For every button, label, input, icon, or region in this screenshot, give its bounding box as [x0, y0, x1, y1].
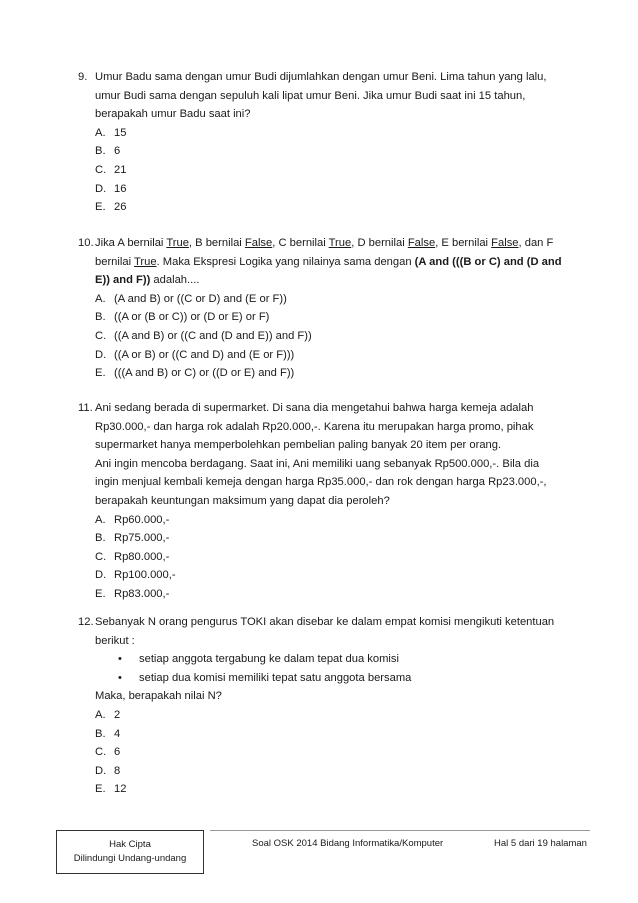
option-b: [78, 308, 590, 327]
option-letter: C.: [95, 163, 107, 176]
option-letter: D.: [95, 348, 107, 361]
option-e: [78, 585, 590, 604]
copyright-box: [56, 830, 204, 874]
question-11: [78, 399, 590, 604]
option-c: [78, 161, 590, 180]
option-d: [78, 566, 590, 585]
option-a: [78, 706, 590, 725]
option-letter: C.: [95, 746, 107, 759]
option-b: [78, 725, 590, 744]
page-number: Hal 5 dari 19 halaman: [494, 838, 587, 849]
question-text: ingin menjual kembali kemeja dengan harga Rp35.000,- dan rok dengan harga Rp23.000,-,: [95, 476, 547, 489]
bullet-text: setiap dua komisi memiliki tepat satu anggota bersama: [139, 671, 412, 684]
option-a: [78, 124, 590, 143]
bullet-icon: •: [118, 671, 122, 684]
option-letter: D.: [95, 182, 107, 195]
question-text: berapakah umur Badu saat ini?: [95, 108, 251, 121]
question-number: 12.: [78, 616, 94, 628]
question-text: supermarket hanya memperbolehkan pembelian paling banyak 20 item per orang.: [95, 439, 502, 452]
question-10: [78, 234, 590, 383]
option-d: [78, 180, 590, 199]
option-text: 2: [114, 708, 121, 721]
value-false: False: [407, 237, 436, 249]
bullet-item: [78, 669, 590, 688]
option-letter: E.: [95, 201, 106, 214]
question-text: umur Budi sama dengan sepuluh kali lipat umur Beni. Jika umur Budi saat ini 15 tahun,: [95, 89, 526, 102]
option-c: [78, 548, 590, 567]
question-number: 11.: [78, 402, 93, 414]
question-text: Maka, berapakah nilai N?: [95, 690, 222, 703]
option-letter: B.: [95, 532, 106, 545]
option-letter: D.: [95, 764, 107, 777]
option-letter: E.: [95, 783, 106, 796]
question-text: berapakah keuntungan maksimum yang dapat dia peroleh?: [95, 494, 390, 507]
value-true: True: [166, 237, 189, 249]
logic-expression: (A and (((B or C) and (D and: [414, 255, 562, 268]
option-letter: C.: [95, 550, 107, 563]
option-text: (A and B) or ((C or D) and (E or F)): [114, 292, 287, 305]
option-text: 6: [114, 145, 121, 158]
question-text: Ani sedang berada di supermarket. Di sana dia mengetahui bahwa harga kemeja adalah: [95, 402, 534, 414]
question-text: Ani ingin mencoba berdagang. Saat ini, Ani memiliki uang sebanyak Rp500.000,-. Bila dia: [95, 457, 540, 470]
option-b: [78, 142, 590, 161]
option-text: 21: [114, 163, 127, 176]
option-text: Rp60.000,-: [114, 513, 170, 526]
question-12: [78, 613, 590, 799]
question-number: 9.: [78, 71, 88, 83]
option-text: 16: [114, 182, 127, 195]
option-text: (((A and B) or C) or ((D or E) and F)): [114, 367, 295, 380]
footer-title: Soal OSK 2014 Bidang Informatika/Komputer: [252, 838, 444, 849]
option-b: [78, 529, 590, 548]
option-text: ((A and B) or ((C and (D and E)) and F)): [114, 329, 312, 342]
option-text: ((A or B) or ((C and D) and (E or F))): [114, 348, 295, 361]
option-e: [78, 198, 590, 217]
option-letter: A.: [95, 708, 106, 721]
copyright-line: Dilindungi Undang-undang: [73, 853, 187, 864]
question-text: Jika A bernilai True, B bernilai False, C bernilai True, D bernilai False, E bernilai False, dan F: [95, 237, 554, 249]
question-number: 10.: [78, 237, 94, 249]
option-d: [78, 346, 590, 365]
footer-divider: [210, 830, 590, 831]
question-text: Umur Badu sama dengan umur Budi dijumlahkan dengan umur Beni. Lima tahun yang lalu,: [95, 71, 547, 83]
option-c: [78, 743, 590, 762]
option-text: 4: [114, 727, 121, 740]
option-e: [78, 364, 590, 383]
copyright-line: Hak Cipta: [109, 839, 151, 850]
option-text: 15: [114, 126, 127, 139]
option-e: [78, 780, 590, 799]
question-text: Rp30.000,- dan harga rok adalah Rp20.000,-. Karena itu merupakan harga promo, pihak: [95, 420, 534, 433]
option-a: [78, 511, 590, 530]
question-9: [78, 68, 590, 217]
option-d: [78, 762, 590, 781]
bullet-icon: •: [118, 653, 122, 666]
question-text: berikut :: [95, 634, 135, 647]
option-text: 12: [114, 783, 127, 796]
option-c: [78, 327, 590, 346]
value-false: False: [244, 237, 273, 249]
question-text: Sebanyak N orang pengurus TOKI akan disebar ke dalam empat komisi mengikuti ketentuan: [95, 616, 555, 628]
option-letter: D.: [95, 569, 107, 582]
option-text: 6: [114, 746, 121, 759]
bullet-item: [78, 650, 590, 669]
option-a: [78, 290, 590, 309]
value-false: False: [491, 237, 519, 249]
option-letter: A.: [95, 126, 106, 139]
value-true: True: [328, 237, 352, 249]
option-letter: E.: [95, 367, 106, 380]
option-letter: B.: [95, 727, 106, 740]
option-letter: C.: [95, 329, 107, 342]
option-letter: E.: [95, 587, 106, 600]
option-letter: B.: [95, 145, 106, 158]
value-true: True: [133, 255, 157, 268]
option-text: 8: [114, 764, 121, 777]
option-text: Rp80.000,-: [114, 550, 170, 563]
question-text: bernilai True. Maka Ekspresi Logika yang nilainya sama dengan (A and (((B or C) and (D and: [95, 255, 562, 268]
option-letter: B.: [95, 311, 106, 324]
option-text: ((A or (B or C)) or (D or E) or F): [114, 311, 270, 324]
question-text: E)) and F)) adalah....: [95, 274, 200, 287]
logic-expression: E)) and F)): [95, 274, 151, 287]
option-letter: A.: [95, 292, 106, 305]
option-text: Rp75.000,-: [114, 532, 170, 545]
option-text: Rp83.000,-: [114, 587, 170, 600]
option-text: 26: [114, 201, 127, 214]
option-text: Rp100.000,-: [114, 569, 176, 582]
bullet-text: setiap anggota tergabung ke dalam tepat dua komisi: [139, 653, 399, 666]
option-letter: A.: [95, 513, 106, 526]
